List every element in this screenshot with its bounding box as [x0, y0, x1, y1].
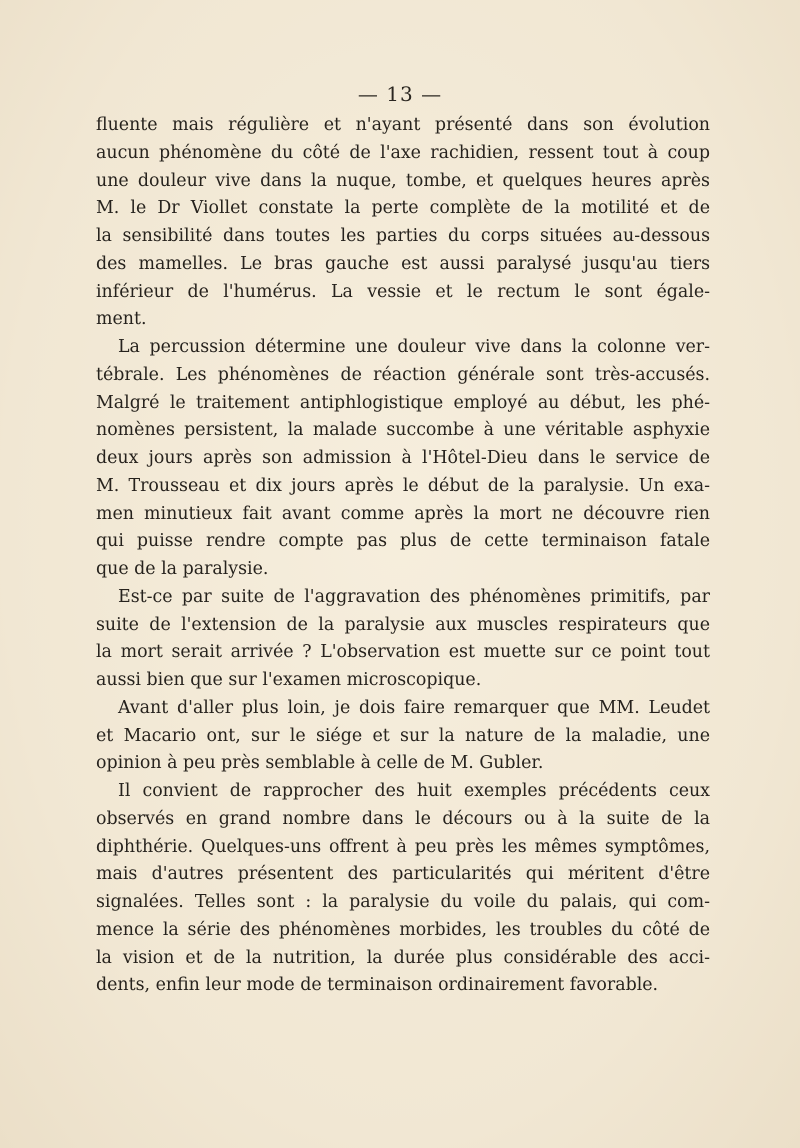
- page-number: — 13 —: [357, 82, 443, 106]
- text-line: tébrale. Les phénomènes de réaction générale sont très-accusés.: [96, 364, 710, 385]
- text-line: deux jours après son admission à l'Hôtel-Dieu dans le service de: [96, 448, 710, 468]
- text-line: signalées. Telles sont : la paralysie du voile du palais, qui com-: [96, 892, 710, 912]
- text-line: mais d'autres présentent des particularités qui méritent d'être: [96, 864, 710, 885]
- text-line: des mamelles. Le bras gauche est aussi paralysé jusqu'au tiers: [96, 253, 710, 274]
- text-line: une douleur vive dans la nuque, tombe, et quelques heures après: [96, 170, 710, 191]
- text-line: Malgré le traitement antiphlogistique employé au début, les phé-: [96, 392, 710, 413]
- text-line: qui puisse rendre compte pas plus de cette terminaison fatale: [96, 531, 710, 552]
- text-line: M. le Dr Viollet constate la perte complète de la motilité et de: [96, 198, 710, 219]
- text-line: fluente mais régulière et n'ayant présenté dans son évolution: [96, 115, 710, 135]
- text-line: suite de l'extension de la paralysie aux muscles respirateurs que: [96, 614, 710, 635]
- text-line: observés en grand nombre dans le décours ou à la suite de la: [96, 808, 710, 829]
- text-line: M. Trousseau et dix jours après le début de la paralysie. Un exa-: [96, 475, 710, 496]
- text-line: aucun phénomène du côté de l'axe rachidien, ressent tout à coup: [96, 142, 710, 163]
- paragraph-first-line: Est-ce par suite de l'aggravation des phénomènes primitifs, par: [118, 586, 710, 607]
- text-line: la vision et de la nutrition, la durée plus considérable des acci-: [96, 947, 710, 968]
- text-line: que de la paralysie.: [96, 559, 269, 579]
- text-line: et Macario ont, sur le siége et sur la nature de la maladie, une: [96, 725, 710, 746]
- paragraph-first-line: La percussion détermine une douleur vive dans la colonne ver-: [118, 337, 710, 357]
- text-line: mence la série des phénomènes morbides, les troubles du côté de: [96, 919, 710, 940]
- text-line: nomènes persistent, la malade succombe à une véritable asphyxie: [96, 420, 710, 441]
- text-line: ment.: [96, 309, 147, 330]
- text-line: opinion à peu près semblable à celle de M. Gubler.: [96, 753, 544, 774]
- text-line: la sensibilité dans toutes les parties du corps situées au-dessous: [96, 226, 710, 246]
- paragraph-first-line: Avant d'aller plus loin, je dois faire remarquer que MM. Leudet: [118, 697, 710, 718]
- text-line: inférieur de l'humérus. La vessie et le rectum le sont égale-: [96, 281, 710, 302]
- text-line: diphthérie. Quelques-uns offrent à peu près les mêmes symptômes,: [96, 836, 710, 857]
- paragraph-first-line: Il convient de rapprocher des huit exemples précédents ceux: [118, 781, 710, 801]
- body-text: [96, 112, 710, 1000]
- text-line: men minutieux fait avant comme après la mort ne découvre rien: [96, 503, 710, 524]
- text-line: dents, enfin leur mode de terminaison ordinairement favorable.: [96, 975, 659, 996]
- text-line: la mort serait arrivée ? L'observation est muette sur ce point tout: [96, 642, 710, 663]
- text-line: aussi bien que sur l'examen microscopique.: [96, 670, 482, 690]
